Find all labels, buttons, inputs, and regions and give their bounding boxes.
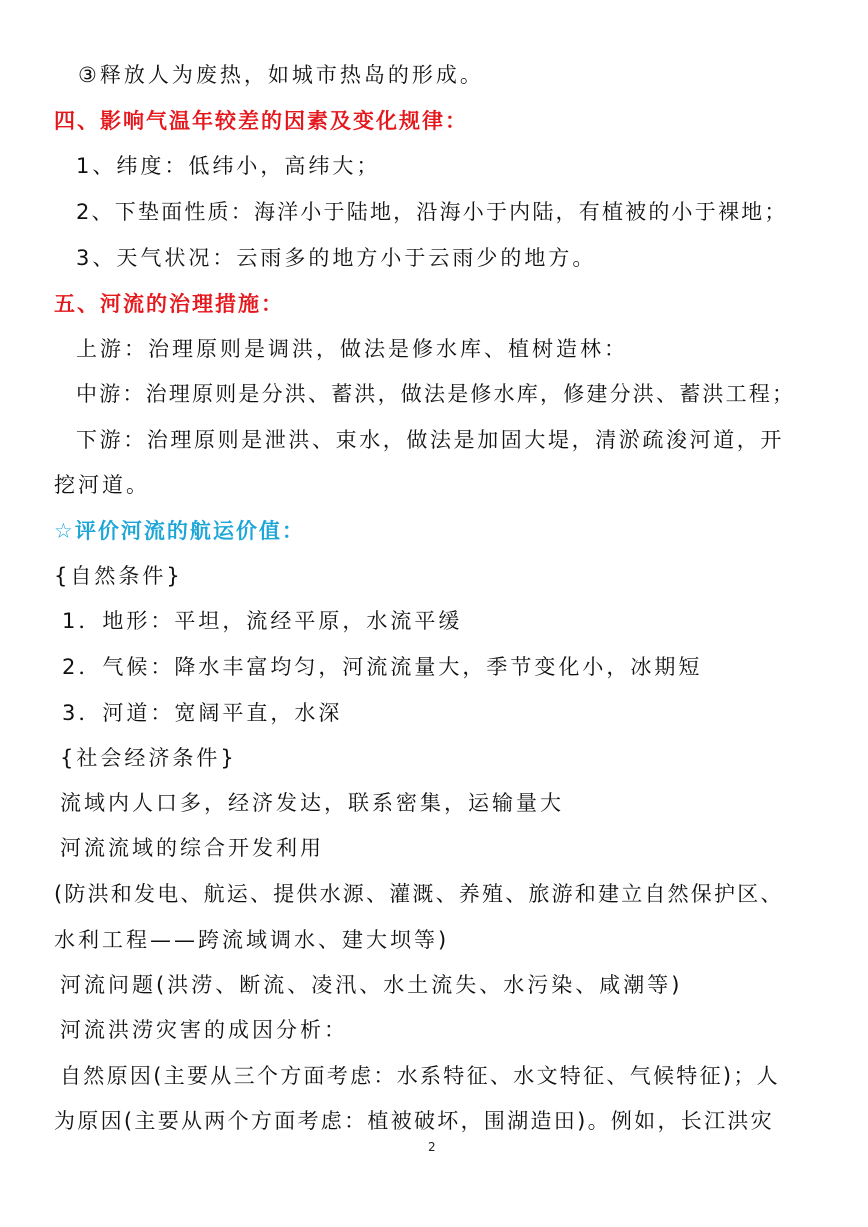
text-line-upstream: 上游：治理原则是调洪，做法是修水库、植树造林：: [76, 337, 628, 361]
text-line-natural-causes: 自然原因(主要从三个方面考虑：水系特征、水文特征、气候特征)；人: [60, 1064, 780, 1088]
text-line-underlying-surface: 2、下垫面性质：海洋小于陆地，沿海小于内陆，有植被的小于裸地；: [76, 200, 788, 224]
text-line-downstream-continued: 挖河道。: [54, 473, 150, 497]
text-line-weather: 3、天气状况：云雨多的地方小于云雨少的地方。: [76, 246, 597, 270]
text-line-climate: 2．气候：降水丰富均匀，河流流量大，季节变化小，冰期短: [62, 655, 703, 679]
text-line-water-projects: 水利工程——跨流域调水、建大坝等): [54, 928, 450, 952]
section-heading-river-management: 五、河流的治理措施：: [54, 292, 284, 316]
text-line-channel: 3．河道：宽阔平直，水深: [62, 701, 343, 725]
text-line-downstream: 下游：治理原则是泄洪、束水，做法是加固大堤，清淤疏浚河道，开: [76, 428, 784, 452]
text-line-population-economy: 流域内人口多，经济发达，联系密集，运输量大: [60, 791, 564, 815]
text-line-waste-heat: ③释放人为废热，如城市热岛的形成。: [78, 63, 484, 87]
text-line-midstream: 中游：治理原则是分洪、蓄洪，做法是修水库，修建分洪、蓄洪工程；: [76, 382, 796, 406]
text-line-flood-cause-analysis: 河流洪涝灾害的成因分析：: [60, 1018, 348, 1042]
text-line-latitude: 1、纬度：低纬小，高纬大；: [76, 154, 381, 178]
text-line-natural-conditions: {自然条件}: [54, 564, 183, 588]
text-line-human-causes: 为原因(主要从两个方面考虑：植被破坏，围湖造田)。例如，长江洪灾: [54, 1109, 774, 1133]
page-number: 2: [428, 1140, 436, 1154]
section-heading-temperature-range: 四、影响气温年较差的因素及变化规律：: [54, 109, 468, 133]
text-line-socioeconomic-conditions: {社会经济条件}: [60, 746, 237, 770]
text-line-development-uses: (防洪和发电、航运、提供水源、灌溉、养殖、旅游和建立自然保护区、: [54, 882, 784, 906]
section-heading-navigation-value: ☆评价河流的航运价值：: [54, 519, 305, 543]
text-line-river-problems: 河流问题(洪涝、断流、凌汛、水土流失、水污染、咸潮等): [60, 973, 683, 997]
text-line-terrain: 1．地形：平坦，流经平原，水流平缓: [62, 609, 463, 633]
text-line-comprehensive-development: 河流流域的综合开发利用: [60, 836, 324, 860]
